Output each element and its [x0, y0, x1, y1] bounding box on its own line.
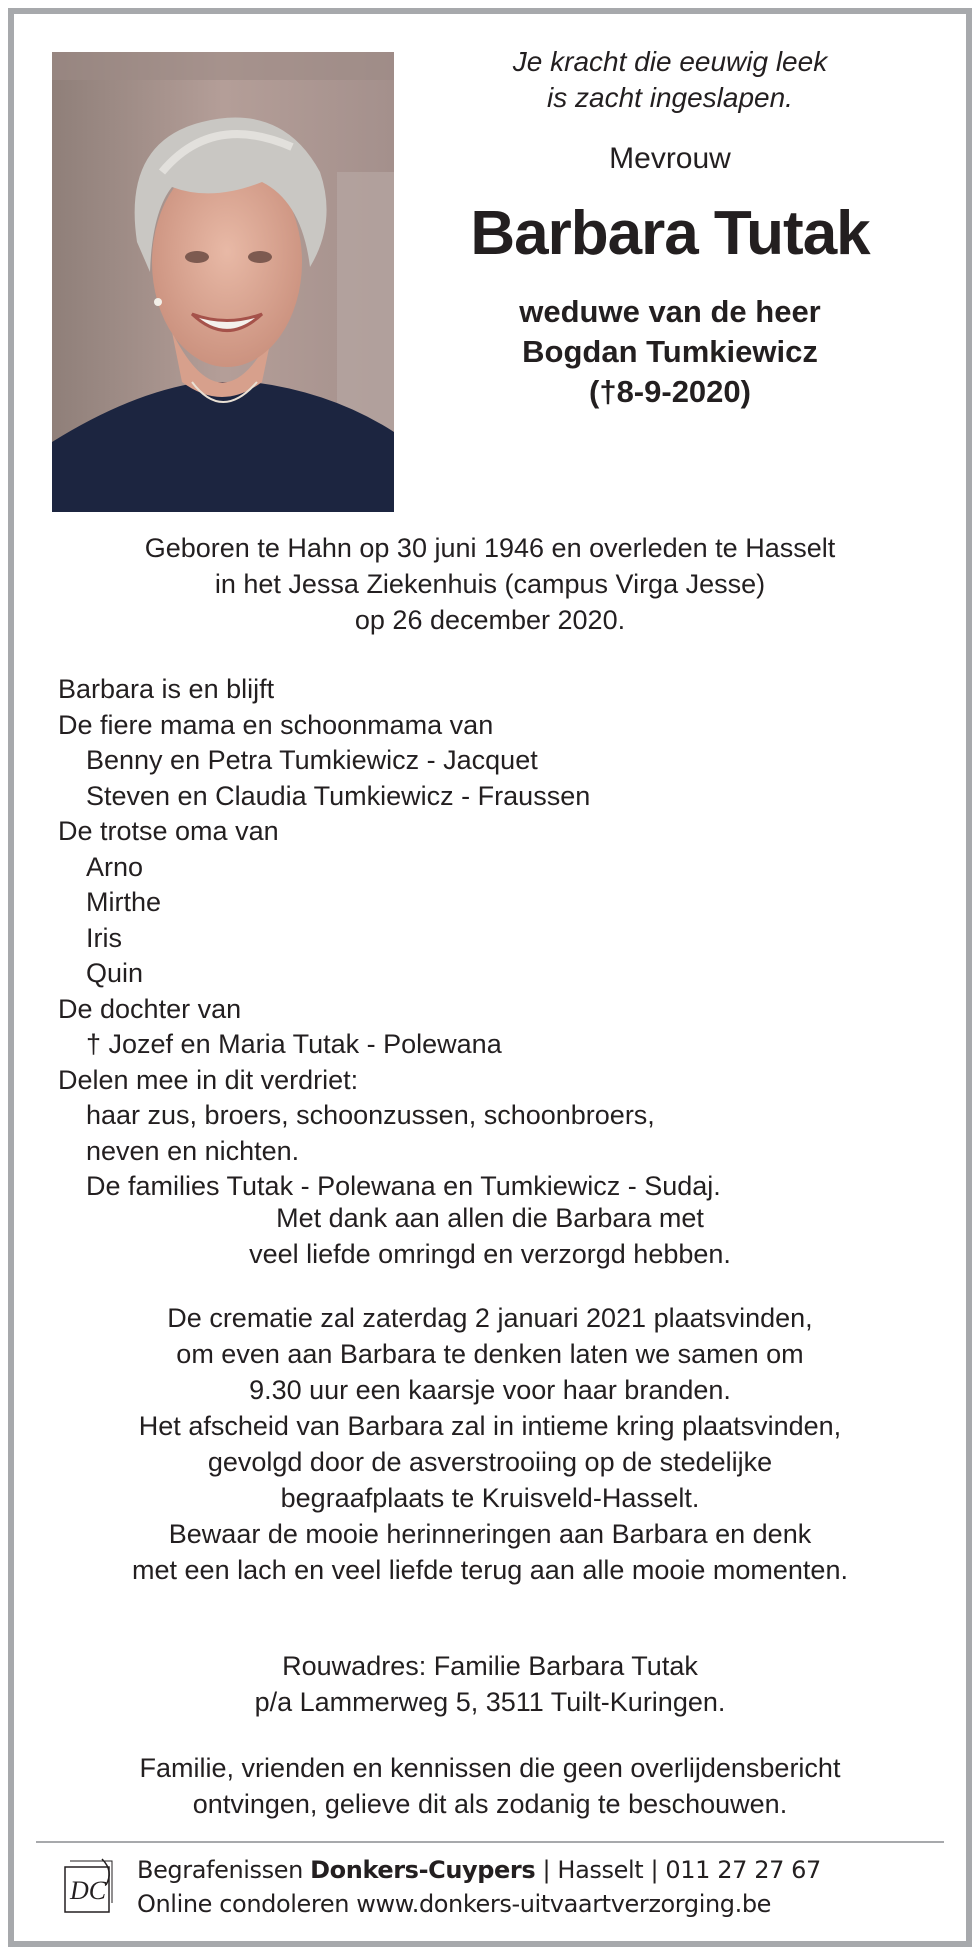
- verse: [420, 44, 920, 116]
- deceased-name: Barbara Tutak: [470, 199, 870, 268]
- cremation-line: begraafplaats te Kruisveld-Hasselt.: [280, 1483, 700, 1513]
- cremation-line: met een lach en veel liefde terug aan alle mooie momenten.: [132, 1555, 848, 1585]
- family-line: Mirthe: [86, 887, 162, 917]
- family-list: [58, 672, 938, 1205]
- address-line: p/a Lammerweg 5, 3511 Tuilt-Kuringen.: [254, 1687, 726, 1717]
- honorific: Mevrouw: [609, 142, 731, 175]
- family-line: † Jozef en Maria Tutak - Polewana: [86, 1029, 502, 1059]
- cremation-line: Bewaar de mooie herinneringen aan Barbara en denk: [168, 1519, 812, 1549]
- svg-text:DC: DC: [70, 1876, 107, 1905]
- heading-block: [420, 44, 920, 412]
- funeral-home-logo-icon: [62, 1857, 118, 1915]
- spouse-line: weduwe van de heer: [519, 294, 821, 329]
- footer-separator: |: [535, 1856, 558, 1884]
- mourning-address: [40, 1648, 940, 1720]
- cremation-line: 9.30 uur een kaarsje voor haar branden.: [249, 1375, 731, 1405]
- footer-prefix: Begrafenissen: [137, 1856, 311, 1884]
- footer-company-line: [137, 1853, 821, 1887]
- family-line: Delen mee in dit verdriet:: [58, 1064, 359, 1095]
- cremation-line: om even aan Barbara te denken laten we samen om: [176, 1339, 804, 1369]
- family-line: De trotse oma van: [58, 816, 279, 846]
- spouse-line: Bogdan Tumkiewicz: [522, 334, 818, 369]
- verse-line: is zacht ingeslapen.: [547, 82, 793, 113]
- thanks-line: veel liefde omringd en verzorgd hebben.: [249, 1239, 731, 1269]
- thanks-text: [40, 1200, 940, 1272]
- thanks-line: Met dank aan allen die Barbara met: [276, 1203, 704, 1233]
- family-line: Iris: [86, 922, 122, 953]
- footer-divider: [36, 1841, 944, 1843]
- family-line: neven en nichten.: [86, 1135, 300, 1166]
- notice-line: ontvingen, gelieve dit als zodanig te beschouwen.: [192, 1789, 788, 1819]
- spouse-info: [420, 292, 920, 412]
- family-line: Steven en Claudia Tumkiewicz - Fraussen: [86, 780, 591, 811]
- family-line: De fiere mama en schoonmama van: [58, 709, 494, 740]
- funeral-home-city: Hasselt: [557, 1856, 644, 1884]
- closing-notice: [40, 1750, 940, 1822]
- cremation-line: De crematie zal zaterdag 2 januari 2021 plaatsvinden,: [167, 1303, 813, 1333]
- footer-separator: |: [643, 1856, 666, 1884]
- birth-death-line: in het Jessa Ziekenhuis (campus Virga Jesse): [214, 569, 766, 599]
- spouse-line: (†8-9-2020): [589, 374, 751, 409]
- footer-text: [137, 1853, 821, 1921]
- verse-line: Je kracht die eeuwig leek: [512, 46, 828, 77]
- family-line: De dochter van: [58, 993, 242, 1024]
- family-line: Quin: [86, 958, 144, 988]
- family-line: De families Tutak - Polewana en Tumkiewicz - Sudaj.: [86, 1171, 721, 1201]
- birth-death-line: op 26 december 2020.: [354, 605, 626, 635]
- funeral-home-phone: 011 27 27 67: [665, 1856, 821, 1884]
- birth-death-line: Geboren te Hahn op 30 juni 1946 en overleden te Hasselt: [144, 533, 836, 563]
- cremation-line: Het afscheid van Barbara zal in intieme kring plaatsvinden,: [138, 1411, 842, 1441]
- notice-line: Familie, vrienden en kennissen die geen overlijdensbericht: [139, 1753, 841, 1783]
- funeral-home-footer: [62, 1853, 942, 1925]
- funeral-home-name: Donkers-Cuypers: [310, 1856, 536, 1884]
- portrait-photo: [52, 52, 394, 512]
- family-line: Benny en Petra Tumkiewicz - Jacquet: [86, 745, 538, 775]
- cremation-line: gevolgd door de asverstrooiing op de stedelijke: [207, 1447, 773, 1477]
- online-condolence-link[interactable]: Online condoleren www.donkers-uitvaartverzorging.be: [137, 1890, 772, 1918]
- family-line: Barbara is en blijft: [58, 674, 275, 704]
- birth-death-info: [40, 530, 940, 638]
- family-line: Arno: [86, 851, 144, 882]
- address-line: Rouwadres: Familie Barbara Tutak: [282, 1651, 698, 1681]
- cremation-info: [40, 1300, 940, 1588]
- family-line: haar zus, broers, schoonzussen, schoonbroers,: [86, 1100, 655, 1130]
